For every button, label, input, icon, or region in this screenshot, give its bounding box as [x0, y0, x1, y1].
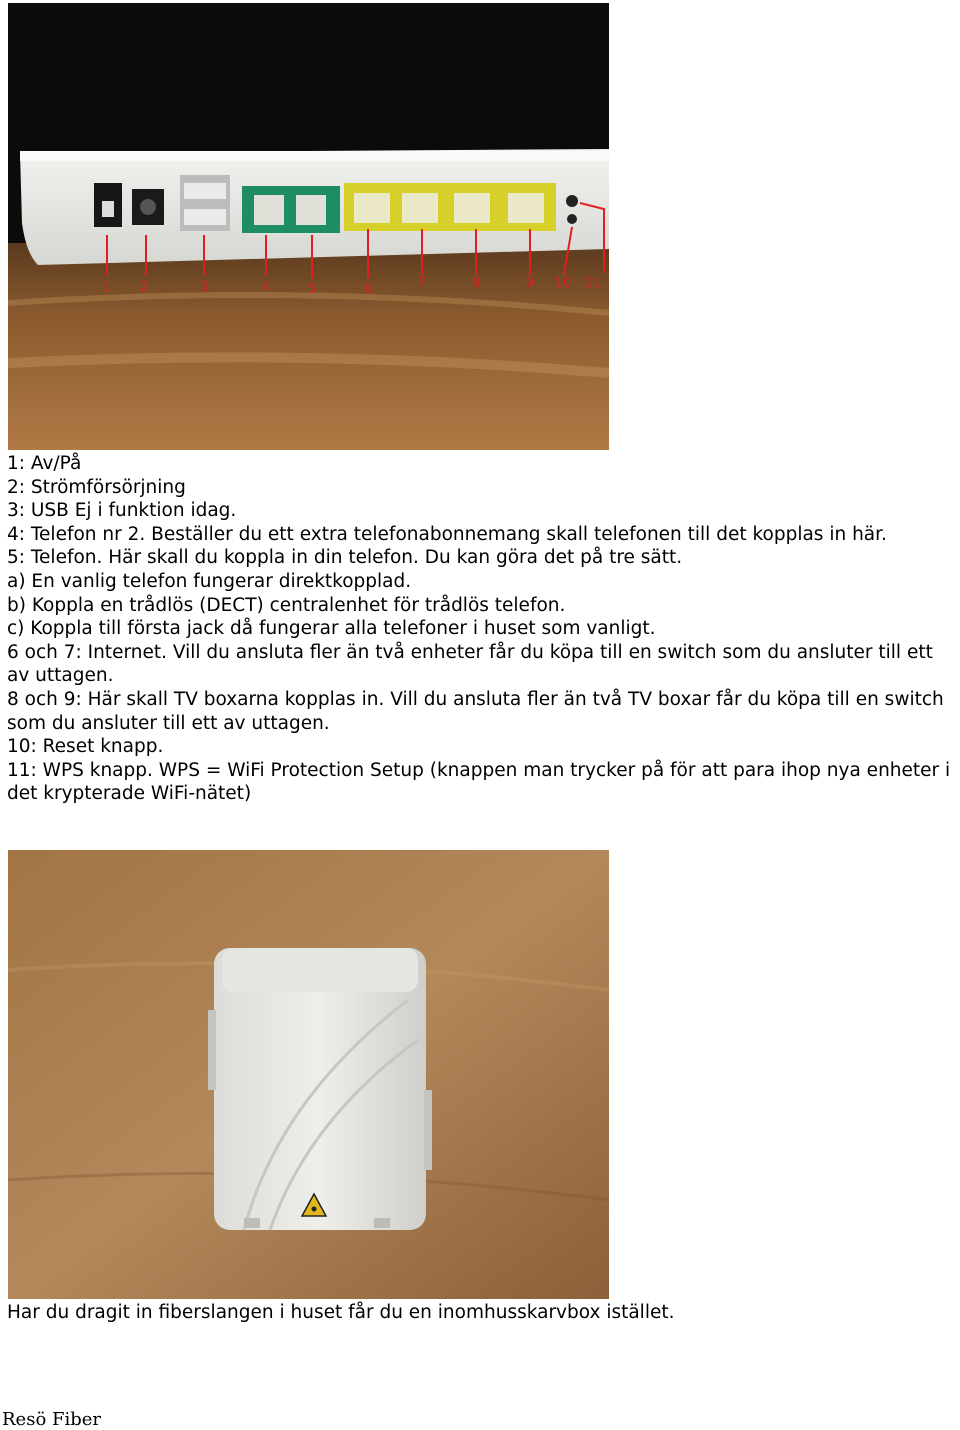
port-number-5: 5: [307, 282, 317, 297]
port-number-6: 6: [363, 282, 373, 297]
port-number-1: 1: [102, 280, 112, 295]
legend-line: 4: Telefon nr 2. Beställer du ett extra telefonabonnemang skall telefonen till det kopplas in här.: [7, 523, 887, 545]
footer-text: Resö Fiber: [2, 1409, 102, 1430]
legend-line: a) En vanlig telefon fungerar direktkopplad.: [7, 570, 412, 592]
port-number-3: 3: [199, 280, 209, 295]
port-number-7: 7: [417, 276, 427, 291]
splice-box-caption: Har du dragit in fiberslangen i huset får du en inomhusskarvbox istället.: [7, 1302, 675, 1323]
legend-line: 5: Telefon. Här skall du koppla in din telefon. Du kan göra det på tre sätt.: [7, 547, 683, 569]
legend-line: c) Koppla till första jack då fungerar alla telefoner i huset som vanligt.: [7, 618, 656, 640]
legend-line: 2: Strömförsörjning: [7, 476, 186, 498]
port-number-4: 4: [261, 280, 271, 295]
legend-line: 6 och 7: Internet. Vill du ansluta fler än två enheter får du köpa till en switch som du ansluter till ett av uttagen.: [7, 641, 933, 687]
port-number-2: 2: [139, 280, 149, 295]
port-number-10: 10: [554, 276, 572, 291]
port-number-9: 9: [525, 276, 535, 291]
legend-line: b) Koppla en trådlös (DECT) centralenhet för trådlös telefon.: [7, 594, 566, 616]
legend-line: 11: WPS knapp. WPS = WiFi Protection Setup (knappen man trycker på för att para ihop nya enheter i det krypterade WiFi-nätet): [7, 759, 951, 805]
legend-line: 3: USB Ej i funktion idag.: [7, 500, 237, 522]
legend-line: 10: Reset knapp.: [7, 736, 164, 758]
splice-box-photo: [8, 850, 609, 1299]
router-rear-photo: [8, 3, 609, 450]
legend-line: 8 och 9: Här skall TV boxarna kopplas in. Vill du ansluta fler än två TV boxar får du köpa till en switch som du ansluter till ett av uttagen.: [7, 688, 944, 734]
legend-line: 1: Av/På: [7, 453, 82, 474]
port-number-11: 11: [584, 276, 602, 291]
port-legend: [7, 452, 955, 806]
port-number-8: 8: [471, 276, 481, 291]
